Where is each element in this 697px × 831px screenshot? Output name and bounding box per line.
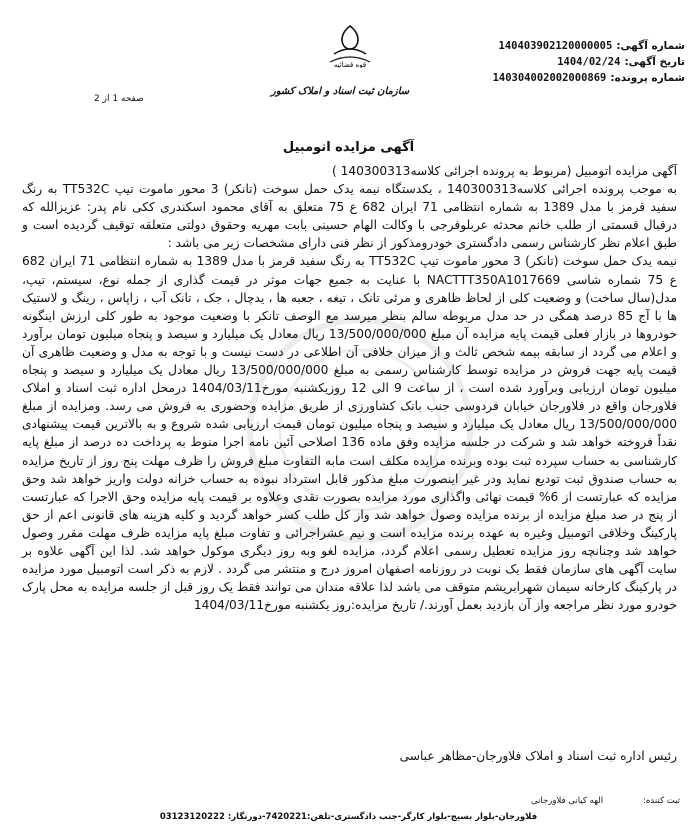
- case-number-value: 140304002002000869: [492, 72, 607, 84]
- page-indicator: صفحه 1 از 2: [94, 94, 144, 104]
- ad-date-row: [395, 54, 685, 70]
- ad-intro-paragraph: به موجب پرونده اجرائی کلاسه140300313 ، یکدستگاه نیمه یدک حمل سوخت (تانکر) 3 محور ماموت تیپ TT532C به رنگ سفید قرمز با مدل 1389 به شماره انتظامی 71 ایران 682 ع 75 متعلق به آقای محمود اسکندری ککی نام پدر: عزیزالله که درقبال قسمتی از طلب خانم محدثه عربلوفرجی با وکالت الهام حسینی بابت مهریه وحقوق دولتی متعلقه توقیف گردیده است و طبق اعلام نظر کارشناس رسمی دادگستری خودرومذکور از نظر فنی دارای مشخصات زیر می باشد :: [22, 182, 677, 251]
- ad-meta: [395, 38, 685, 86]
- registrar-label: ثبت کننده:: [643, 796, 680, 806]
- registrar-name: الهه کیانی فلاورجانی: [530, 796, 604, 806]
- ad-number-value: 140403902120000005: [498, 40, 613, 52]
- case-number-label: شماره پرونده:: [610, 72, 685, 84]
- office-address: فلاورجان-بلوار بسیج-بلوار کارگر-جنب دادگستری-تلفن:7420221-دورنگار: 03123120222: [159, 812, 538, 822]
- ad-body: [22, 162, 677, 614]
- ad-number-label: شماره آگهی:: [616, 40, 685, 52]
- signer-line: رئیس اداره ثبت اسناد و املاک فلاورجان-مظاهر عباسی: [399, 749, 677, 763]
- ad-details-paragraph: نیمه یدک حمل سوخت (تانکر) 3 محور ماموت تیپ TT532C به رنگ سفید قرمز با مدل 1389 به شماره انتظامی 71 ایران 682 ع 75 شماره شاسی NACTTT350A1017669 با عنایت به جمیع جهات موثر در قیمت گذاری از جمله نوع، سیستم، تیپ، مدل(سال ساخت) و وضعیت کلی از لحاظ ظاهری و مرئی تانک ، تیغه ، جعبه ها ، یدچال ، جک ، تانک آب ، زاپاس ، رینگ و لاستیک ها با آج 85 درصد همگی در حد مدل مربوطه سالم بنظر میرسد مع الوصف تانکر با وضعیت موجود به طور کلی ارزش اینگونه خودروها در بازار فعلی قیمت پایه مزایده آن مبلغ 13/500/000/000 ریال معادل یک میلیارد و سیصد و پنجاه میلیون تومان برآورد و اعلام می گردد از سابقه بیمه شخص ثالث و از میزان خلافی آن اطلاعی در دست نیست و با توجه به مدل و وضعیت ظاهری آن قیمت پایه جهت فروش در مزایده توسط کارشناس رسمی به مبلغ 13/500/000/000 ریال معادل یک میلیارد و سیصد و پنجاه میلیون تومان ارزیابی وبرآورد شده است ، از ساعت 9 الی 12 روزیکشنبه مورخ1404/03/11 درمحل اداره ثبت اسناد و املاک فلاورجان واقع در فلاورجان خیابان فردوسی جنب بانک کشاورزی از طریق مزایده وحضوری به فروش می رسد. ومزایده از مبلغ 13/500/000/000 ریال معادل یک میلیارد و سیصد و پنجاه میلیون تومان قیمت ارزیابی شده شروع و به بالاترین قیمت پیشنهادی نقداً فروخته خواهد شد و شرکت در جلسه مزایده وفق ماده 136 اصلاحی آئین نامه اجرا منوط به پرداخت ده درصد از مبلغ پایه کارشناسی به حساب سپرده ثبت بوده وبرنده مزایده مکلف است مابه التفاوت مبلغ فروش را ظرف مهلت پنج روز از تاریخ مزایده به حساب صندوق ثبت تودیع نماید ودر غیر اینصورت مبلغ مذکور قابل استرداد نبوده به حساب خزانه دولت واریز خواهد شد وحق مزایده که عبارتست از 6% قیمت نهائی واگذاری مورد مزایده بصورت نقدی وعلاوه بر قیمت پایه مزایده وحق الاجرا که عبارتست از پنج در صد مبلغ مزایده از برنده مزایده وصول خواهد شد واز کل طلب کسر خواهد گردید و کلیه هزینه های قانونی اعم از حق پارکینگ وخلافی اتومبیل وغیره به عهده برنده مزایده است و نیم عشراجرائی و تفاوت مبلغ پایه مزایده ظرف مهلت مقرر وصول خواهد شد وچنانچه روز مزایده تعطیل رسمی اعلام گردد، مزایده لغو وبه روز دیگری موکول خواهد شد. لذا این آگهی علاوه بر سایت آگهی های سازمان فقط یک نوبت در روزنامه اصفهان امروز درج و منتشر می گردد . لازم به ذکر است اتومبیل مورد مزایده در پارکینگ کارخانه سیمان شهرابریشم متوقف می باشد لذا علاقه مندان می توانند فقط یک روز قبل از جلسه مزایده به محل پارک خودرو مورد نظر مراجعه واز آن بازدید بعمل آورند./ تاریخ مزایده:روز یکشنبه مورخ1404/03/11: [22, 254, 678, 613]
- registrar-row: [140, 796, 680, 806]
- ad-date-label: تاریخ آگهی:: [624, 56, 685, 68]
- emblem-text: قوه قضائیه: [333, 61, 367, 68]
- ad-number-row: [395, 38, 685, 54]
- organization-name: سازمان ثبت اسناد و املاک کشور: [270, 86, 410, 97]
- ad-title: آگهی مزایده اتومبیل: [282, 140, 415, 155]
- judiciary-emblem-icon: [320, 24, 380, 68]
- case-number-row: [395, 70, 685, 86]
- ad-subject-paragraph: آگهی مزایده اتومبیل (مربوط به پرونده اجرائی کلاسه140300313 ): [332, 164, 677, 178]
- ad-date-value: 1404/02/24: [557, 56, 621, 68]
